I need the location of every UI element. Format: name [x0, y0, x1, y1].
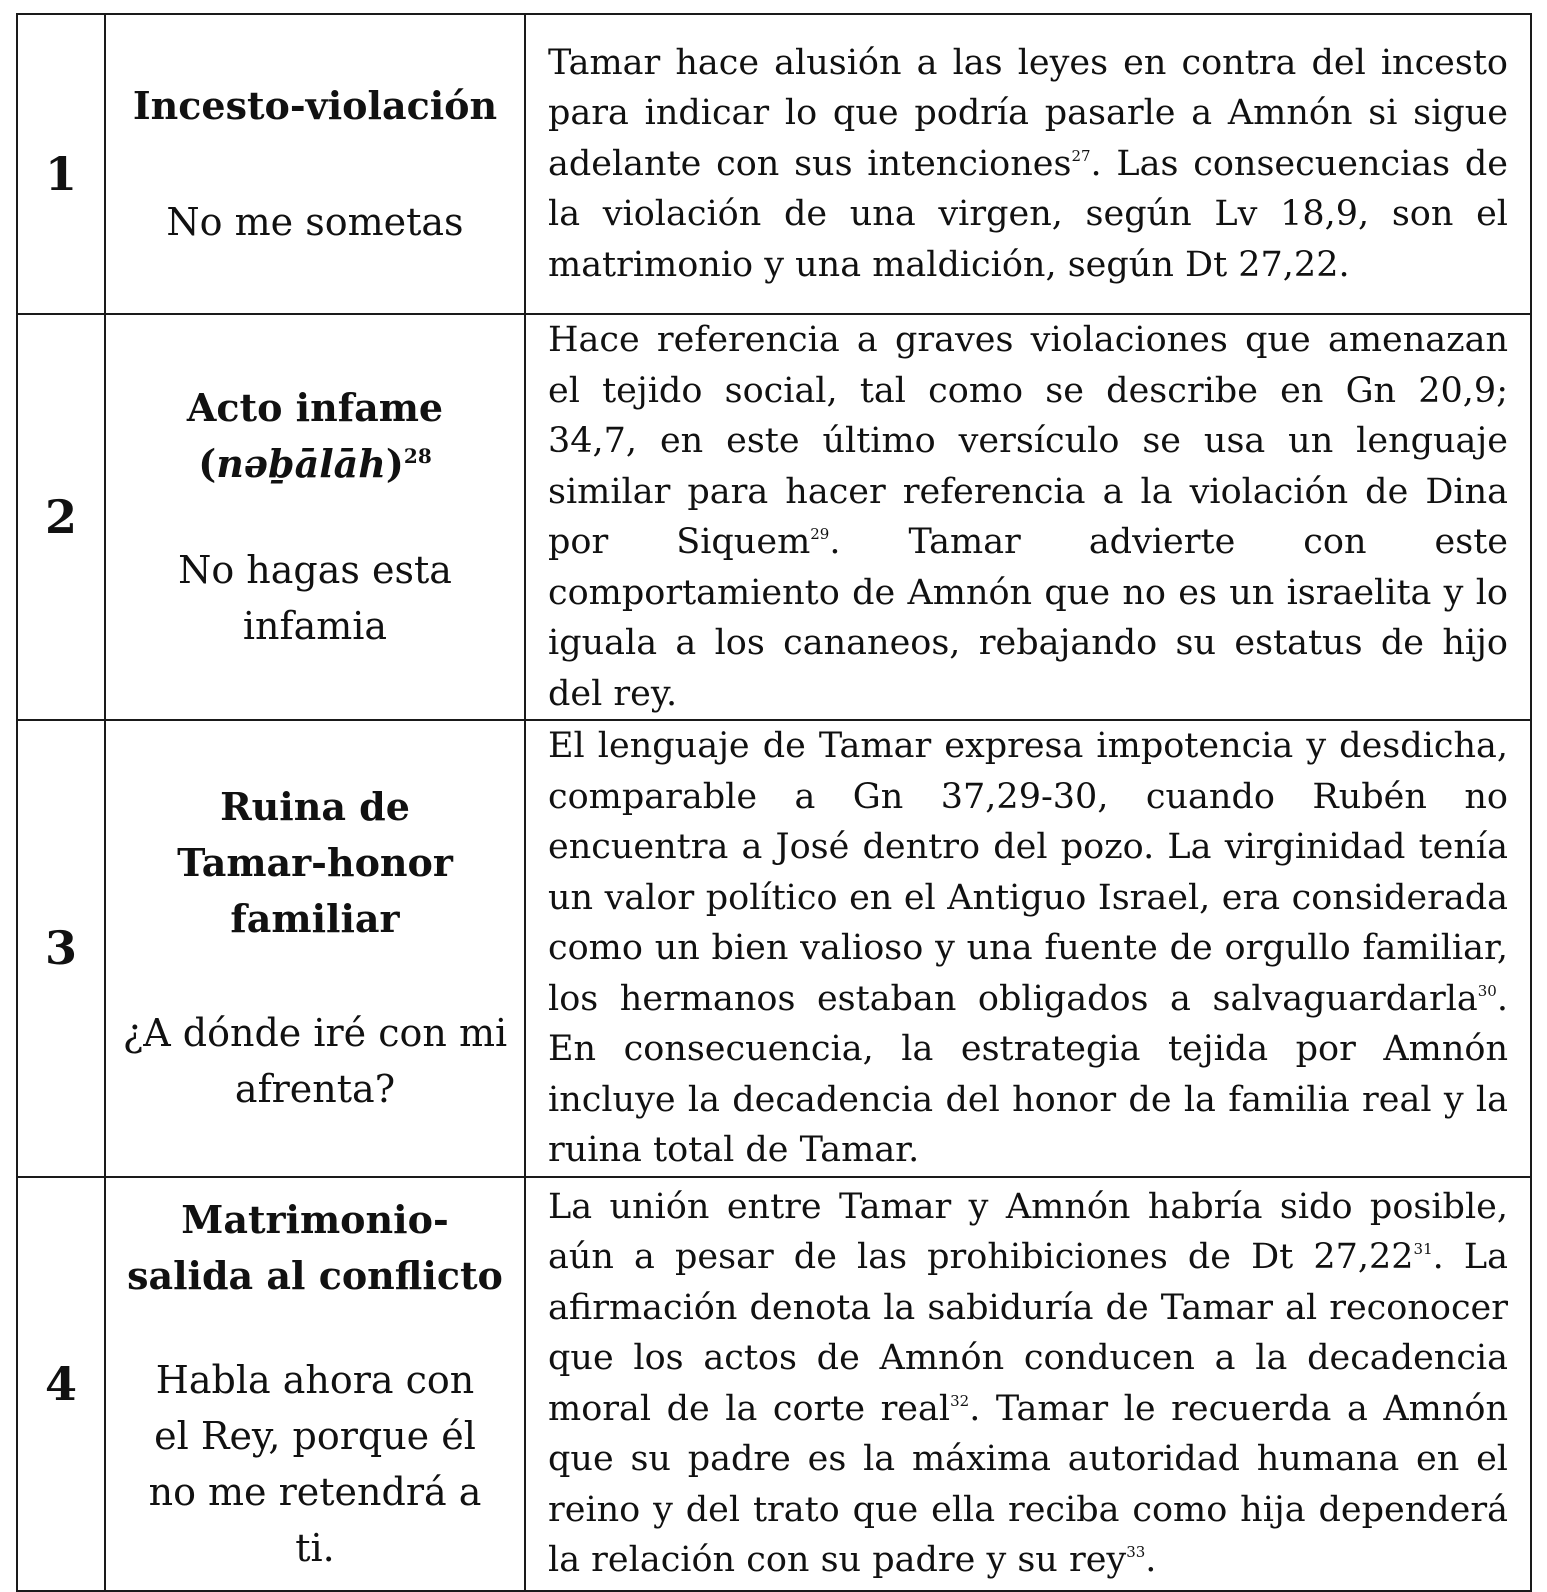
description-text: Tamar hace alusión a las leyes en contra del incesto para indicar lo que podría pasarle a Amnón si sigue adelante con sus intenciones [548, 42, 1508, 184]
theme-title [120, 380, 510, 492]
theme-title: Matrimonio-salida al conflicto [127, 1196, 503, 1298]
table-row [17, 1177, 1531, 1591]
theme-cell [105, 720, 525, 1177]
row-number: 1 [17, 14, 105, 314]
table-row [17, 314, 1531, 720]
description-text: . [1145, 1540, 1157, 1580]
description-cell [525, 720, 1531, 1177]
row-number: 4 [17, 1177, 105, 1591]
theme-quote: No me sometas [166, 200, 464, 244]
theme-title: Ruina de Tamar-honor familiar [177, 784, 453, 942]
description-text: El lenguaje de Tamar expresa impotencia y desdicha, comparable a Gn 37,29-30, cuando Rubén no encuentra a José dentro del pozo. La virginidad tenía un valor político en el Antiguo Israel, era considerada como un bien valioso y una fuente de orgullo familiar, los hermanos estaban obligados a salvaguardarla [548, 726, 1508, 1019]
theme-title-main: Acto infame [186, 385, 444, 430]
footnote-ref: 33 [1126, 1543, 1146, 1561]
description-text: . La afirmación denota la sabiduría de Tamar al reconocer que los actos de Amnón conducen a la decadencia moral de la corte real [548, 1237, 1508, 1429]
analysis-table [16, 13, 1532, 1592]
footnote-ref: 29 [810, 525, 830, 543]
description-cell [525, 14, 1531, 314]
hebrew-term: nəḇālāh [216, 441, 386, 486]
theme-title-paren-open: ( [198, 441, 217, 486]
theme-title-paren-close: ) [385, 441, 404, 486]
description-text: . En consecuencia, la estrategia tejida por Amnón incluye la decadencia del honor de la familia real y la ruina total de Tamar. [548, 978, 1508, 1170]
description-text: Hace referencia a graves violaciones que amenazan el tejido social, tal como se describe en Gn 20,9; 34,7, en este último versículo se usa un lenguaje similar para hacer referencia a la violación de Dina por Siquem [548, 320, 1508, 562]
description-cell [525, 1177, 1531, 1591]
description-cell [525, 314, 1531, 720]
theme-quote: ¿A dónde iré con mi afrenta? [122, 1011, 508, 1112]
theme-title: Incesto-violación [132, 83, 498, 128]
description-text: . Tamar advierte con este comportamiento de Amnón que no es un israelita y lo iguala a los cananeos, rebajando su estatus de hijo del rey. [548, 522, 1508, 714]
table-row [17, 720, 1531, 1177]
theme-cell [105, 314, 525, 720]
theme-cell [105, 14, 525, 314]
footnote-ref: 32 [950, 1391, 970, 1410]
table-row [17, 14, 1531, 314]
footnote-ref: 30 [1477, 981, 1497, 1000]
description-text: . Las consecuencias de la violación de una virgen, según Lv 18,9, son el matrimonio y una maldición, según Dt 27,22. [548, 143, 1508, 285]
theme-cell [105, 1177, 525, 1591]
row-number: 3 [17, 720, 105, 1177]
description-text: . Tamar le recuerda a Amnón que su padre es la máxima autoridad humana en el reino y del trato que ella reciba como hija dependerá la relación con su padre y su rey [548, 1388, 1508, 1580]
analysis-table-container [16, 13, 1530, 1580]
theme-quote: No hagas esta infamia [178, 548, 452, 648]
footnote-ref: 27 [1071, 146, 1091, 165]
footnote-ref: 28 [403, 444, 432, 468]
row-number: 2 [17, 314, 105, 720]
description-text: La unión entre Tamar y Amnón habría sido posible, aún a pesar de las prohibiciones de Dt 27,22 [548, 1186, 1508, 1277]
footnote-ref: 31 [1413, 1240, 1433, 1258]
theme-quote: Habla ahora con el Rey, porque él no me retendrá a ti. [148, 1357, 482, 1570]
